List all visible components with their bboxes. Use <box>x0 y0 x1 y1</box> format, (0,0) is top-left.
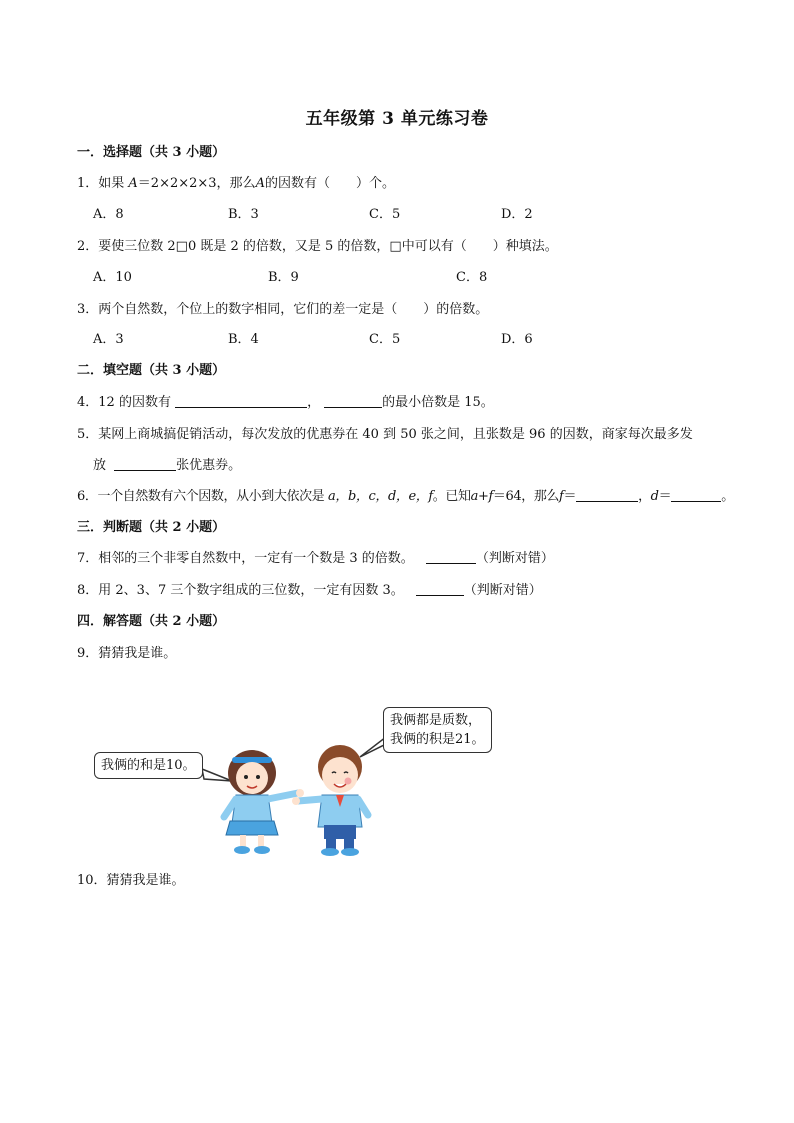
q4-blank-1[interactable] <box>175 394 307 408</box>
q5-blank[interactable] <box>114 457 176 471</box>
q6-eq-2: ＝ <box>658 489 672 504</box>
boy-speech-bubble <box>383 707 492 753</box>
q6-eq-1: ＝ <box>563 489 577 504</box>
q8-tail: （判断对错） <box>463 583 542 598</box>
q7-blank[interactable] <box>426 550 476 564</box>
q8-text: 8．用 2、3、7 三个数字组成的三位数，一定有因数 3。 <box>77 583 404 598</box>
page-title: 五年级第 3 单元练习卷 <box>305 109 489 129</box>
question-6 <box>77 488 734 506</box>
question-2: 2．要使三位数 2□0 既是 2 的倍数，又是 5 的倍数，□中可以有（ ）种填法。 <box>77 239 558 254</box>
q2-option-b: B．9 <box>268 270 299 285</box>
boy-bubble-line-2: 我俩的积是21。 <box>390 732 485 747</box>
q6-end: 。 <box>721 489 734 504</box>
question-8 <box>77 582 542 600</box>
q6-text-mid1: 。已知 <box>432 489 471 504</box>
q6-blank-f[interactable] <box>576 488 638 502</box>
q6-comma: ， <box>638 489 651 504</box>
q4-text-post: 的最小倍数是 15。 <box>382 395 494 410</box>
q7-text: 7．相邻的三个非零自然数中，一定有一个数是 3 的倍数。 <box>77 551 414 566</box>
question-10: 10．猜猜我是谁。 <box>77 873 185 888</box>
section-heading-answer: 四．解答题（共 2 小题） <box>77 614 226 629</box>
q7-tail: （判断对错） <box>475 551 554 566</box>
question-4 <box>77 394 494 412</box>
q1-var-a: A <box>128 176 138 191</box>
boy-figure <box>292 745 368 856</box>
q4-text-mid: ， <box>307 395 321 410</box>
q6-text-mid2: ＝64，那么 <box>492 489 560 504</box>
q2-option-a: A．10 <box>93 270 132 285</box>
girl-bubble-tail <box>202 769 232 781</box>
q5-text-post: 张优惠券。 <box>176 458 242 473</box>
girl-bubble-text: 我俩的和是10。 <box>101 758 196 773</box>
q6-var-d: d <box>650 489 659 504</box>
question-5-line-1: 5．某网上商城搞促销活动，每次发放的优惠券在 40 到 50 张之间，且张数是 96 的因数，商家每次最多发 <box>77 427 693 442</box>
q8-blank[interactable] <box>416 582 464 596</box>
q3-option-a: A．3 <box>93 332 124 347</box>
section-heading-choice: 一．选择题（共 3 小题） <box>77 145 226 160</box>
question-9: 9．猜猜我是谁。 <box>77 646 177 661</box>
q6-text-pre: 6．一个自然数有六个因数，从小到大依次是 <box>77 489 329 504</box>
q1-var-a-2: A <box>255 176 265 191</box>
q2-option-c: C．8 <box>456 270 488 285</box>
q1-option-b: B．3 <box>228 207 259 222</box>
section-heading-fill: 二．填空题（共 3 小题） <box>77 363 226 378</box>
q1-text-mid: ＝2×2×2×3，那么 <box>137 176 256 191</box>
question-7 <box>77 550 554 568</box>
q6-expr: a+f <box>470 489 493 504</box>
q6-var-f: f <box>559 489 564 504</box>
q6-factor-vars: a，b，c，d，e，f <box>328 489 433 504</box>
q1-text-pre: 1．如果 <box>77 176 129 191</box>
girl-figure <box>224 750 304 854</box>
q4-text-pre: 4．12 的因数有 <box>77 395 176 410</box>
q1-option-c: C．5 <box>369 207 401 222</box>
question-3: 3．两个自然数，个位上的数字相同，它们的差一定是（ ）的倍数。 <box>77 302 489 317</box>
q4-blank-2[interactable] <box>324 394 382 408</box>
question-1 <box>77 175 395 193</box>
q6-blank-d[interactable] <box>671 488 721 502</box>
q1-option-d: D．2 <box>501 207 533 222</box>
q3-option-c: C．5 <box>369 332 401 347</box>
q1-text-post: 的因数有（ ）个。 <box>264 176 395 191</box>
boy-bubble-line-1: 我俩都是质数， <box>390 713 482 728</box>
q5-text-pre: 放 <box>93 458 111 473</box>
q3-option-b: B．4 <box>228 332 259 347</box>
boy-bubble-tail <box>360 737 384 757</box>
girl-speech-bubble <box>94 752 203 779</box>
question-5-line-2 <box>93 457 241 475</box>
section-heading-judge: 三．判断题（共 2 小题） <box>77 520 226 535</box>
q3-option-d: D．6 <box>501 332 533 347</box>
q1-option-a: A．8 <box>93 207 124 222</box>
